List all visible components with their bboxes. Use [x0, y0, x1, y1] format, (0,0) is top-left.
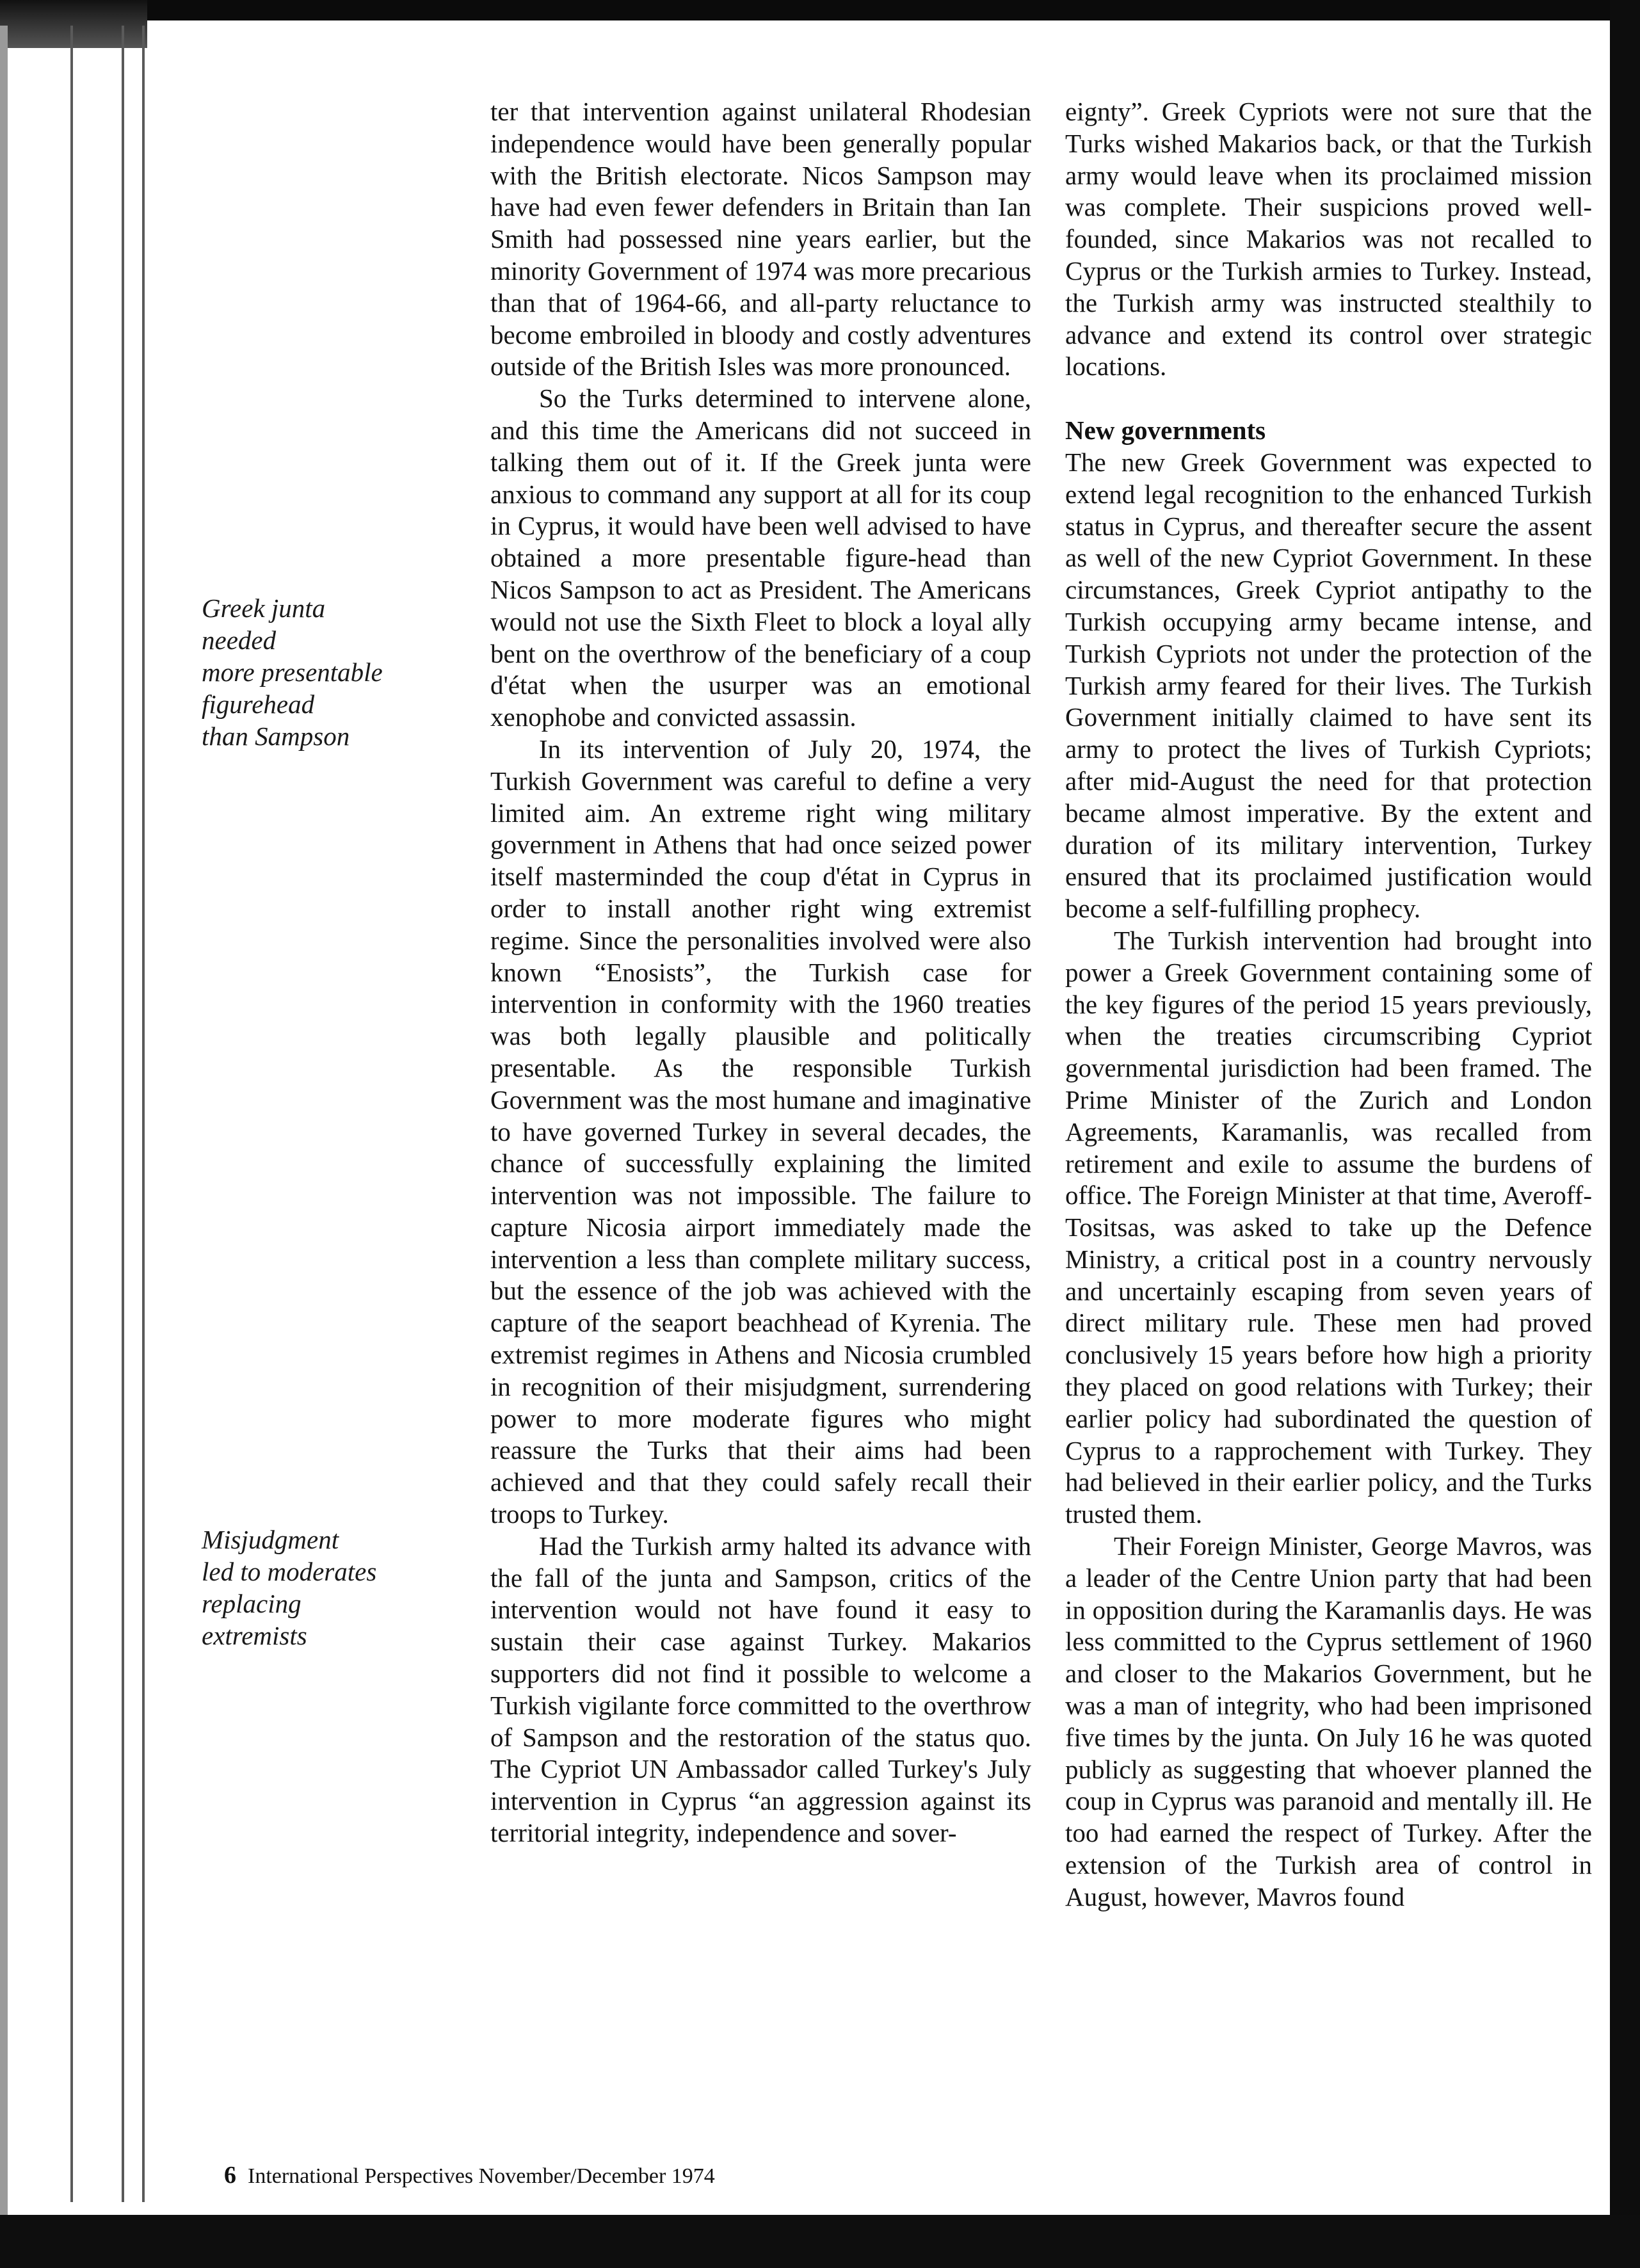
margin-note-misjudgment — [202, 1524, 438, 1652]
paragraph: eignty”. Greek Cypriots were not sure that the Turks wished Makarios back, or that the Turkish army would leave when its proclaimed mission was complete. Their suspicions proved well-founded, since Makarios was not recalled to Cyprus or the Turkish armies to Turkey. Instead, the Turkish army was instructed stealthily to advance and extend its control over strategic locations. — [1065, 97, 1592, 382]
margin-note-line: Misjudgment — [202, 1525, 339, 1554]
margin-note-line: figurehead — [202, 689, 315, 719]
text-column-left — [490, 96, 1031, 1849]
page-edge-line — [142, 26, 145, 2202]
page-footer — [224, 2162, 715, 2189]
page-edge-line — [122, 26, 124, 2202]
page-edge-line — [70, 26, 73, 2202]
scan-border-bottom — [0, 2215, 1640, 2268]
paragraph: Their Foreign Minister, George Mavros, was a leader of the Centre Union party that had been in opposition during the Karamanlis days. He was less committed to the Cyprus settlement of 1960 and closer to the Makarios Government, but he was a man of integrity, who had been imprisoned five times by the junta. On July 16 he was quoted publicly as suggesting that whoever planned the coup in Cyprus was paranoid and mentally ill. He too had earned the respect of Turkey. After the extension of the Turkish area of control in August, however, Mavros found — [1065, 1531, 1592, 1911]
scan-corner-artifact — [0, 0, 147, 48]
paragraph: ter that intervention against unilateral Rhodesian independence would have been generally popular with the British electorate. Nicos Sampson may have had even fewer defenders in Britain than Ian Smith had possessed nine years earlier, but the minority Government of 1974 was more precarious than that of 1964-66, and all-party reluctance to become embroiled in bloody and costly adventures outside of the British Isles was more pronounced. — [490, 97, 1031, 382]
margin-note-line: Greek junta — [202, 593, 326, 623]
paragraph: The new Greek Government was expected to extend legal recognition to the enhanced Turkish status in Cyprus, and thereafter secure the assent as well of the new Cypriot Government. In these circumstances, Greek Cypriot antipathy to the Turkish occupying army became intense, and Turkish Cypriots not under the protection of the Turkish army feared for their lives. The Turkish Government initially claimed to have sent its army to protect the lives of Turkish Cypriots; after mid-August the need for that protection became almost imperative. By the extent and duration of its military intervention, Turkey ensured that its proclaimed justification would become a self-fulfilling prophecy. — [1065, 447, 1592, 924]
section-heading: New governments — [1065, 415, 1266, 446]
scan-border-right — [1610, 0, 1640, 2268]
paragraph: So the Turks determined to intervene alone, and this time the Americans did not succeed in talking them out of it. If the Greek junta were anxious to command any support at all for its coup in Cyprus, it would have been well advised to have obtained a more presentable figure-head than Nicos Sampson to act as President. The Americans would not use the Sixth Fleet to block a loyal ally bent on the overthrow of the beneficiary of a coup d'état when the usurper was an emotional xenophobe and convicted assassin. — [490, 383, 1031, 732]
page-edge-left — [0, 26, 8, 2215]
scan-border-top — [0, 0, 1640, 20]
paragraph: The Turkish intervention had brought into power a Greek Government containing some of the key figures of the period 15 years previously, when the treaties circumscribing Cypriot governmental jurisdiction had been framed. The Prime Minister of the Zurich and London Agreements, Karamanlis, was recalled from retirement and exile to assume the burdens of office. The Foreign Minister at that time, Averoff-Tositsas, was asked to take up the Defence Ministry, a critical post in a country nervously and uncertainly escaping from seven years of direct military rule. These men had proved conclusively 15 years before how high a priority they placed on good relations with Turkey; their earlier policy had subordinated the question of Cyprus to a rapprochement with Turkey. They had believed in their earlier policy, and the Turks trusted them. — [1065, 925, 1592, 1529]
page-number: 6 — [224, 2162, 236, 2189]
margin-note-line: than Sampson — [202, 721, 350, 751]
section-gap — [1065, 383, 1592, 415]
paragraph: Had the Turkish army halted its advance with the fall of the junta and Sampson, critics of the intervention would not have found it easy to sustain their case against Turkey. Makarios supporters did not find it possible to welcome a Turkish vigilante force committed to the overthrow of Sampson and the restoration of the status quo. The Cypriot UN Ambassador called Turkey's July intervention in Cyprus “an aggression against its territorial integrity, independence and sover- — [490, 1531, 1031, 1848]
text-column-right — [1065, 96, 1592, 1913]
margin-note-line: extremists — [202, 1621, 307, 1650]
margin-note-line: more presentable — [202, 657, 383, 687]
margin-note-junta — [202, 592, 438, 752]
publication-line: International Perspectives November/December 1974 — [248, 2164, 715, 2188]
margin-note-line: needed — [202, 625, 277, 655]
margin-note-line: led to moderates — [202, 1557, 377, 1586]
paragraph: In its intervention of July 20, 1974, the Turkish Government was careful to define a very limited aim. An extreme right wing military government in Athens that had once seized power itself masterminded the coup d'état in Cyprus in order to install another right wing extremist regime. Since the personalities involved were also known “Enosists”, the Turkish case for intervention in conformity with the 1960 treaties was both legally plausible and politically presentable. As the responsible Turkish Government was the most humane and imaginative to have governed Turkey in several decades, the chance of successfully explaining the limited intervention was not impossible. The failure to capture Nicosia airport immediately made the intervention a less than complete military success, but the essence of the job was achieved with the capture of the seaport beachhead of Kyrenia. The extremist regimes in Athens and Nicosia crumbled in recognition of their misjudgment, surrendering power to more moderate figures who might reassure the Turks that their aims had been achieved and that they could safely recall their troops to Turkey. — [490, 734, 1031, 1529]
margin-note-line: replacing — [202, 1589, 301, 1618]
